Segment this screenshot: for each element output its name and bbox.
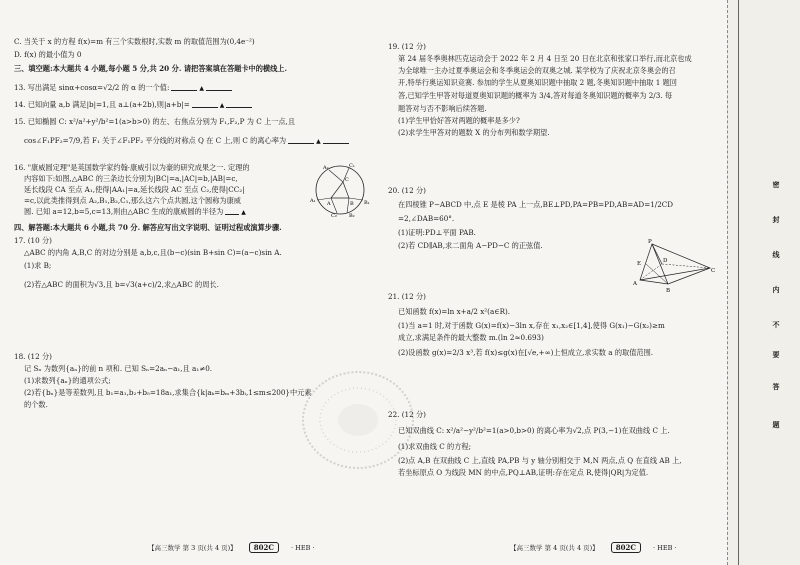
figure16-label-c1: C₁ (349, 163, 355, 169)
paper-code-badge: 802C (249, 542, 279, 553)
footer-page-number: 第 3 页(共 4 页)】 (182, 544, 237, 552)
figure20-label-c: C (711, 268, 716, 274)
figure16-label-b: B (350, 201, 354, 207)
binding-char: 线 (772, 250, 780, 259)
triangle-blank-marker-icon: ▲ (199, 85, 204, 92)
question-18-header: 18. (12 分) (14, 352, 52, 361)
question-22-part2: (2)点 A,B 在双曲线 C 上,直线 PA,PB 与 y 轴分别相交于 M,N 两点,点 Q 在直线 AB 上, (398, 456, 682, 465)
question-16-l5: 圆. 已知 a=12,b=5,c=13,则由△ABC 生成的康威圆的半径为 ▲ (24, 207, 246, 216)
binding-char: 密 (772, 180, 780, 189)
question-18-part2-cont: 的个数. (24, 400, 48, 409)
page-footer-left (148, 542, 315, 553)
question-17-header: 17. (10 分) (14, 236, 52, 245)
question-21-part1-cont: 成立,求满足条件的最大整数 m.(ln 2≈0.693) (398, 333, 544, 342)
footer-brand: · HEB · (291, 544, 315, 552)
question-20-stem: 在四棱锥 P−ABCD 中,点 E 是棱 PA 上一点,BE⊥PD,PA=PB=PD,AB=AD=1/2CD (398, 200, 674, 209)
question-21-part1: (1)当 a=1 时,对于函数 G(x)=f(x)−3ln x,存在 x₁,x₂∈[1,4],使得 G(x₁)−G(x₂)≥m (398, 321, 665, 330)
figure16-label-c2: C₂ (331, 213, 337, 218)
binding-char: 内 (772, 285, 780, 294)
footer-course: 【高三数学 (510, 544, 543, 552)
question-19-part1: (1)学生甲恰好答对两题的概率是多少? (398, 116, 520, 125)
question-15: 15. 已知椭圆 C: x²/a²+y²/b²=1(a>b>0) 的左、右焦点分别为 F₁,F₂,P 为 C 上一点,且 (14, 117, 296, 126)
question-18-part1: (1)求数列{aₙ}的通项公式; (24, 376, 111, 385)
question-21-header: 21. (12 分) (388, 292, 426, 301)
binding-char: 题 (772, 420, 780, 429)
binding-char: 答 (772, 382, 780, 391)
triangle-blank-marker-icon: ▲ (316, 138, 321, 145)
option-c: C. 当关于 x 的方程 f(x)=m 有三个实数根时,实数 m 的取值范围为(0,4e⁻²) (14, 37, 255, 46)
section-fill-blank-heading: 三、填空题:本大题共 4 小题,每小题 5 分,共 20 分. 请把答案填在答题卡中的横线上. (14, 64, 287, 73)
binding-margin (727, 0, 800, 565)
figure20-label-e: E (637, 261, 642, 267)
figure20-label-a: A (633, 281, 637, 287)
conway-circle-figure (309, 160, 371, 218)
question-16-l4: =c,以此类推得到点 A₂,B₁,B₂,C₁,那么这六个点共圆,这个圆称为康威 (24, 196, 241, 205)
question-22-header: 22. (12 分) (388, 410, 426, 419)
figure16-label-b2: B₂ (349, 213, 355, 218)
question-16: 16. "康威圆定理"是英国数学家约翰·康威引以为豪的研究成果之一. 定理的 (14, 163, 250, 172)
binding-line (738, 0, 739, 565)
question-19-stem-l1: 第 24 届冬季奥林匹克运动会于 2022 年 2 月 4 日至 20 日在北京和张家口举行,而北京也成 (398, 54, 692, 63)
question-19-stem-l5: 题答对与否不影响后续答题. (398, 104, 487, 113)
question-18-part2: (2)若{bₙ}是等差数列,且 b₁=a₁,b₂+b₅=18a₁,求集合{k|aₖ=bₘ+3bᵢ,1≤m≤200}中元素 (24, 388, 312, 397)
question-19-part2: (2)求学生甲答对的题数 X 的分布列和数学期望. (398, 128, 550, 137)
figure16-label-a2: A₂ (323, 165, 329, 171)
figure20-label-b: B (666, 288, 671, 294)
question-21-stem: 已知函数 f(x)=ln x+a/2 x²(a∈R). (398, 307, 511, 316)
pyramid-figure (630, 236, 718, 294)
footer-course: 【高三数学 (148, 544, 181, 552)
option-d: D. f(x) 的最小值为 0 (14, 50, 82, 59)
question-20-stem-cont: =2,∠DAB=60°. (398, 214, 455, 223)
footer-page-number: 第 4 页(共 4 页)】 (544, 544, 599, 552)
footer-brand: · HEB · (653, 544, 677, 552)
triangle-blank-marker-icon: ▲ (241, 209, 246, 216)
question-19-stem-l4: 答,已知学生甲答对每道夏奥知识题的概率为 3/4,答对每道冬奥知识题的概率为 2/3. 每 (398, 91, 673, 100)
page-footer-right (510, 542, 677, 553)
question-17-part1: (1)求 B; (24, 261, 52, 270)
triangle-blank-marker-icon: ▲ (219, 102, 225, 109)
figure16-label-a: A (327, 201, 331, 207)
paper-code-badge: 802C (611, 542, 641, 553)
figure16-label-a1: A₁ (310, 198, 316, 204)
question-17-stem: △ABC 的内角 A,B,C 的对边分别是 a,b,c,且(b−c)(sin B+sin C)=(a−c)sin A. (24, 248, 282, 257)
question-16-l2: 内容如下:如图,△ABC 的三条边长分别为|BC|=a,|AC|=b,|AB|=c, (24, 174, 238, 183)
figure20-label-d: D (663, 258, 668, 264)
question-22-stem: 已知双曲线 C: x²/a²−y²/b²=1(a>0,b>0) 的离心率为√2,点 P(3,−1)在双曲线 C 上. (398, 426, 670, 435)
section-solve-heading: 四、解答题:本大题共 6 小题,共 70 分. 解答应写出文字说明、证明过程或演算步骤. (14, 223, 282, 232)
binding-char: 要 (772, 350, 780, 359)
question-18-stem: 记 Sₙ 为数列{aₙ}的前 n 项和. 已知 Sₙ=2aₙ−a₁,且 a₁≠0. (24, 364, 213, 373)
question-20-header: 20. (12 分) (388, 186, 426, 195)
question-21-part2: (2)设函数 g(x)=2/3 x³,若 f(x)≤g(x)在[√e,+∞)上恒成立,求实数 a 的取值范围. (398, 348, 654, 357)
question-20-part2: (2)若 CD∥AB,求二面角 A−PD−C 的正弦值. (398, 241, 543, 250)
question-15-cont: cos∠F₁PF₂=7/9,若 F₁ 关于∠F₁PF₂ 平分线的对称点 Q 在 C 上,则 C 的离心率为 ▲ (14, 136, 370, 148)
figure20-label-p: P (648, 239, 652, 245)
left-column (14, 0, 370, 565)
question-22-part1: (1)求双曲线 C 的方程; (398, 442, 471, 451)
figure16-label-b1: B₁ (364, 200, 370, 206)
figure16-label-c: C (345, 177, 349, 183)
binding-char: 不 (772, 320, 780, 329)
question-17-part2: (2)若△ABC 的面积为√3,且 b=√3(a+c)/2,求△ABC 的周长. (24, 280, 219, 289)
question-19-stem-l3: 开,特举行奥运知识竞赛. 参加的学生从夏奥知识题中抽取 2 题,冬奥知识题中抽取 1 题回 (398, 78, 677, 87)
question-19-header: 19. (12 分) (388, 42, 426, 51)
question-16-l3: 延长线段 CA 至点 A₁,使得|AA₁|=a,延长线段 AC 至点 C₂,使得|CC₂| (24, 185, 245, 194)
question-13: 13. 写出满足 sinα+cosα=√2/2 的 α 的一个值: ▲ (14, 83, 370, 95)
question-14: 14. 已知向量 a,b 满足|b|=1,且 a⊥(a+2b),则|a+b|= ▲ (14, 100, 370, 112)
right-column (388, 0, 718, 565)
question-22-part2-cont: 若坐标原点 O 为线段 MN 的中点,PQ⊥AB,证明:存在定点 R,使得|QR|为定值. (398, 468, 649, 477)
binding-char: 封 (772, 215, 780, 224)
question-19-stem-l2: 为全球唯一主办过夏季奥运会和冬季奥运会的双奥之城. 某学校为了庆祝北京冬奥会的召 (398, 66, 676, 75)
question-20-part1: (1)证明:PD⊥平面 PAB. (398, 228, 476, 237)
